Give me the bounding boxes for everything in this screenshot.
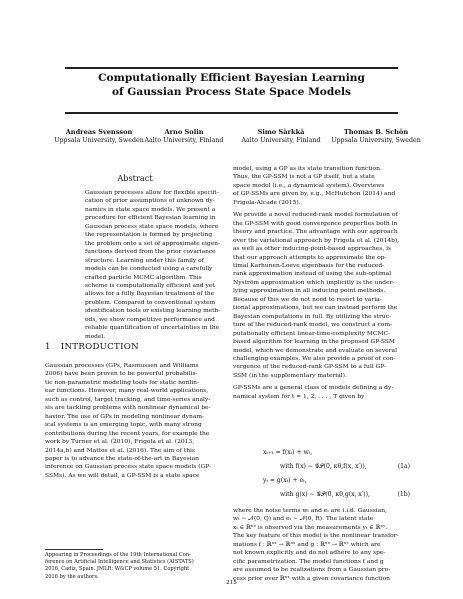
abstract-line: models can be conducted using a carefully	[85, 266, 213, 273]
abstract-line: ods, we show competitive performance and	[85, 316, 215, 323]
body-line: timal Karhunen-Loeve eigenbasis for the reduced-	[233, 261, 385, 269]
intro-line: tic non-parametric modeling tools for static nonlin-	[45, 378, 199, 386]
author-block	[54, 128, 144, 145]
body-line: space model (i.e., a dynamical system). Overviews	[233, 181, 385, 189]
section-heading	[45, 342, 139, 353]
author-affiliation: Aalto University, Finland	[144, 136, 224, 144]
title-line: Computationally Efficient Bayesian Learning	[98, 72, 365, 84]
equation-body: with g(x) ∼ 𝒢𝒫(0, κθ,g(x, x′)),	[280, 491, 370, 498]
body-line: SSM (in the supplementary material).	[233, 371, 347, 379]
intro-line: such as control, target tracking, and time-series analy-	[45, 395, 211, 403]
body-line: not known explicitly and do not adhere to any spe-	[233, 549, 386, 557]
abstract-line: structure. Learning under this family of	[85, 257, 204, 264]
body-line: that our approach attempts to approximate the op-	[233, 253, 387, 261]
body-line: mations f : ℝⁿˣ → ℝⁿˣ and g : ℝⁿˣ → ℝⁿʸ which are	[233, 540, 381, 548]
body-line: where the noise terms wₜ and eₜ are i.i.d. Gaussian,	[233, 507, 387, 514]
abstract-line: cation of prior assumptions of unknown dy-	[85, 198, 215, 205]
author-name: Simo Särkkä	[257, 128, 305, 136]
title-line: of Gaussian Process State Space Models	[111, 85, 351, 98]
footnote-rule	[45, 549, 103, 550]
abstract-line: procedure for efficient Bayesian learning in	[85, 215, 216, 222]
intro-line: contributions during the recent years, for example the	[45, 429, 210, 437]
body-line: rank approximation instead of using the sub-optimal	[233, 270, 392, 278]
author-block	[236, 128, 326, 145]
body-line: xₜ ∈ ℝⁿˣ is observed via the measurements yₜ ∈ ℝⁿʸ.	[233, 523, 388, 531]
body-line: Frigola-Alcade (2015).	[233, 198, 301, 206]
abstract-line: Gaussian process state space models, where	[85, 223, 219, 230]
paper-title	[65, 72, 398, 99]
body-line: Bayesian computations in full. By utilizing the struc-	[233, 312, 391, 320]
body-line: theory and practice. The advantage with our approach	[233, 228, 398, 236]
footnote-line: 2016 by the authors.	[45, 573, 99, 580]
abstract-line: crafted particle MCMC algorithm. This	[85, 274, 202, 281]
author-block	[326, 128, 426, 145]
intro-line: ical systems is an emerging topic, with many strong	[45, 421, 202, 429]
intro-line: 2014a,b) and Mattos et al. (2016). The aim of this	[45, 446, 195, 454]
author-name: Arno Solin	[164, 128, 204, 136]
body-line: ture of the reduced-rank model, we construct a com-	[233, 321, 393, 329]
body-line: based algorithm for learning in the proposed GP-SSM	[233, 338, 395, 346]
body-line: model, which we demonstrate and evaluate on several	[233, 346, 397, 354]
body-line: cess prior over ℝⁿˣ with a given covariance function	[233, 574, 390, 582]
body-line: GP-SSMs are a general class of models defining a dy-	[233, 384, 394, 392]
body-line: are assumed to be realizations from a Gaussian pro-	[233, 566, 391, 574]
body-line: as well as other inducing-point-based approaches, is	[233, 245, 392, 253]
abstract-line: problem. Compared to conventional system	[85, 299, 216, 306]
footnote-line: Appearing in Proceedings of the 19th International Con-	[45, 552, 191, 558]
title-rule-bottom	[65, 112, 398, 114]
author-name: Thomas B. Schön	[343, 128, 409, 136]
abstract-line: scheme is computationally efficient and yet	[85, 282, 215, 289]
body-line: wₜ ∼ 𝒩(0, Q) and eₜ ∼ 𝒩(0, R). The latent state	[233, 515, 374, 523]
author-affiliation: Aalto University, Finland	[241, 136, 321, 144]
body-line: over the variational approach by Frigola et al. (2014b),	[233, 236, 400, 244]
body-line: model, using a GP as its state transition function.	[233, 165, 382, 172]
intro-text	[45, 362, 225, 480]
body-line: tional approximations, but we can instead perform the	[233, 304, 398, 312]
intro-line: work by Turner et al. (2010), Frigola et al. (2013,	[45, 438, 195, 446]
footnote-line: 2016, Cadiz, Spain. JMLR: W&CP volume 51. Copyright	[45, 566, 190, 573]
page-number: 215	[226, 580, 237, 586]
footnote	[45, 552, 225, 581]
intro-line: 2006) have been proven to be powerful probabilis-	[45, 370, 198, 378]
intro-line: SSMs). As we will detail, a GP-SSM is a state space	[45, 471, 200, 479]
abstract-line: identification tools or existing learning meth-	[85, 308, 221, 315]
author-affiliation: Uppsala University, Sweden	[54, 136, 144, 144]
intro-line: Gaussian processes (GPs, Rasmussen and Williams	[45, 362, 199, 369]
abstract-line: the problem onto a set of approximate eigen-	[85, 240, 220, 247]
right-column-text	[233, 165, 418, 401]
equation-lhs: xₜ₊₁ = f(xₜ) + wₜ,	[263, 449, 313, 456]
author-block	[139, 128, 229, 145]
body-line: putationally efficient linear-time-complexity MCMC-	[233, 329, 391, 337]
intro-line: ear functions. However, many real-world applications,	[45, 387, 209, 395]
body-line: Because of this we do not need to resort to varia-	[233, 295, 382, 303]
author-name: Andreas Svensson	[65, 128, 133, 136]
body-line: Nyström approximation which implicitly is the under-	[233, 278, 395, 286]
body-line: Thus, the GP-SSM is not a GP itself, but a state	[233, 173, 375, 181]
body-line: namical system for t = 1, 2, . . . , T given by	[233, 392, 365, 400]
abstract-line: the representation is formed by projecting	[85, 232, 213, 239]
intro-line: paper is to advance the state-of-the-art in Bayesian	[45, 454, 199, 462]
body-line: lying approximation in all inducing point methods.	[233, 287, 386, 295]
abstract-body	[85, 189, 221, 341]
abstract-line: allows for a fully Bayesian treatment of the	[85, 291, 215, 298]
footnote-line: ference on Artificial Intelligence and Statistics (AISTATS)	[45, 559, 194, 566]
abstract-line: Gaussian processes allow for flexible specifi-	[85, 190, 219, 196]
body-line: challenging examples. We also provide a proof of con-	[233, 354, 396, 362]
right-column-text-lower	[233, 507, 418, 583]
body-line: the GP-SSM with good convergence properties both in	[233, 219, 398, 227]
section-title: INTRODUCTION	[60, 342, 139, 352]
body-line: We provide a novel reduced-rank model formulation of	[233, 211, 398, 219]
body-line: of GP-SSMs are given by, e.g., McHutchon (2014) and	[233, 190, 396, 198]
intro-line: inference on Gaussian process state space models (GP-	[45, 463, 211, 471]
equation-body: with f(x) ∼ 𝒢𝒫(0, κθ,f(x, x′)),	[280, 463, 367, 470]
equation-label: (1a)	[397, 463, 410, 470]
section-number: 1	[45, 342, 51, 352]
body-line: cific parametrization. The model functions f and g	[233, 557, 384, 565]
abstract-line: namics in state space models. We present a	[85, 206, 216, 213]
intro-line: sis are tackling problems with nonlinear dynamical be-	[45, 404, 211, 412]
equation-label: (1b)	[397, 491, 410, 498]
abstract-line: model.	[85, 333, 106, 340]
author-affiliation: Uppsala University, Sweden	[331, 136, 421, 144]
body-line: vergence of the reduced-rank GP-SSM to a full GP-	[233, 363, 386, 371]
body-line: The key feature of this model is the nonlinear transfor-	[233, 532, 399, 540]
abstract-heading: Abstract	[117, 173, 153, 183]
abstract-line: reliable quantification of uncertainties in the	[85, 325, 220, 332]
equation-lhs: yₜ = g(xₜ) + eₜ,	[263, 477, 307, 484]
title-rule-top	[65, 67, 398, 69]
abstract-line: functions derived from the prior covariance	[85, 249, 216, 256]
intro-line: havior. The use of GPs in modeling nonlinear dynam-	[45, 412, 205, 420]
